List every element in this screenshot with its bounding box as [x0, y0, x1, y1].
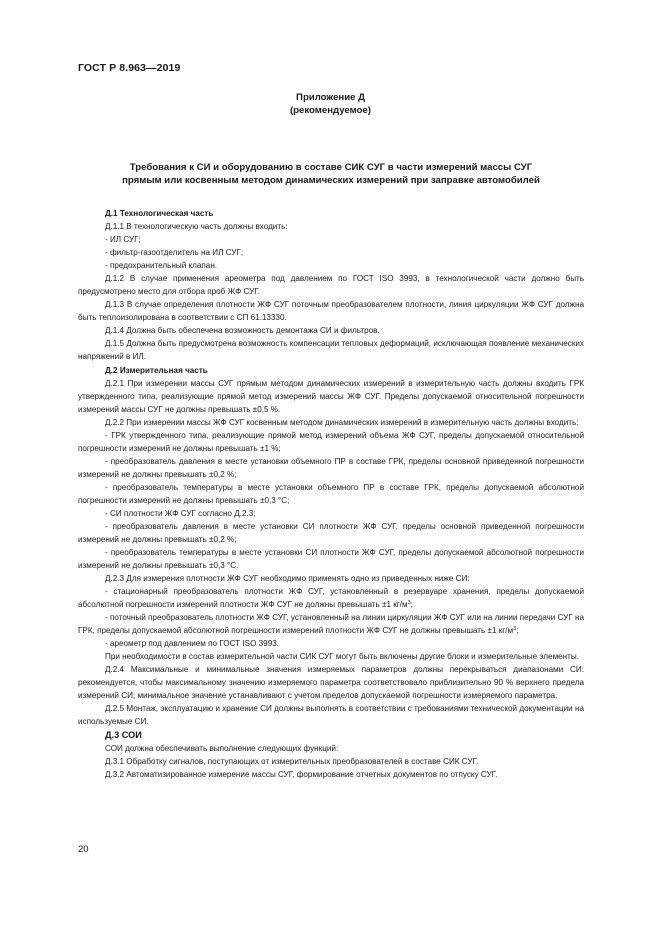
page-number: 20 [78, 844, 89, 855]
main-title [78, 161, 584, 187]
paragraph: СОИ должна обеспечивать выполнение следующих функций: [105, 744, 339, 753]
list-item: - предохранительный клапан. [105, 261, 218, 270]
paragraph: Д.1.3 В случае определения плотности ЖФ СУГ поточным преобразователем плотности, линия циркуляции ЖФ СУГ должна быть теплоизолирована в соответствии с СП 61.13330. [78, 300, 584, 322]
paragraph: Д.2.1 При измерении массы СУГ прямым методом динамических измерений в измерительную часть должны входить ГРК утвержденного типа, реализующие прямой метод измерений массы ЖФ СУГ. Пределы допускаемой относительной погрешности измерений массы СУГ не должны превышать ±0,5 %. [78, 379, 584, 414]
list-item: - ГРК утвержденного типа, реализующие прямой метод измерений объема ЖФ СУГ, пределы допускаемой относительной погрешности измерений не должны превышать ±1 %; [78, 431, 584, 453]
paragraph: При необходимости в состав измерительной части СИК СУГ могут быть включены другие блоки и измерительные элементы. [105, 652, 579, 661]
section-heading: Д.2 Измерительная часть [105, 366, 208, 375]
paragraph: Д.2.5 Монтаж, эксплуатацию и хранение СИ должны выполнять в соответствии с требованиями технической документации на используемые СИ. [78, 704, 584, 726]
list-item [78, 611, 584, 637]
document-body [78, 206, 584, 781]
paragraph: Д.1.4 Должна быть обеспечена возможность демонтажа СИ и фильтров. [105, 326, 380, 335]
list-item [78, 585, 584, 611]
paragraph: Д.3.2 Автоматизированное измерение массы СУГ, формирование отчетных документов по отпуску СУГ. [105, 770, 498, 779]
list-item: - преобразователь температуры в месте установки объемного ПР в составе ГРК, пределы допускаемой абсолютной погрешности измерений не должны превышать ±0,3 °С; [78, 483, 584, 505]
list-item-end: ; [516, 626, 519, 635]
list-item: - СИ плотности ЖФ СУГ согласно Д.2.3; [105, 509, 256, 518]
section-heading: Д.1 Технологическая часть [105, 209, 214, 218]
list-item: - преобразователь температуры в месте установки СИ плотности ЖФ СУГ, пределы допускаемой абсолютной погрешности измерений не должны превышать ±0,3 °С. [78, 548, 584, 570]
paragraph: Д.1.2 В случае применения ареометра под давлением по ГОСТ ISO 3993, в технологической части должно быть предусмотрено место для отбора проб ЖФ СУГ. [78, 274, 584, 296]
paragraph: Д.2.3 Для измерения плотности ЖФ СУГ необходимо применять одно из приведенных ниже СИ: [105, 574, 470, 583]
annex-title: Приложение Д [296, 92, 365, 103]
superscript: 3 [407, 600, 411, 606]
section-heading: Д.3 СОИ [105, 730, 142, 740]
paragraph: Д.1.1 В технологическую часть должны входить: [105, 222, 288, 231]
paragraph: Д.1.5 Должна быть предусмотрена возможность компенсации тепловых деформаций, исключающая появление механических напряжений в ИЛ. [78, 339, 584, 361]
paragraph: Д.2.2 При измерении массы ЖФ СУГ косвенным методом динамических измерений в измерительную часть должны входить: [105, 418, 579, 427]
annex-subtitle: (рекомендуемое) [289, 105, 371, 116]
superscript: 3 [513, 626, 517, 632]
list-item: - преобразователь давления в месте установки объемного ПР в составе ГРК, пределы основной приведенной погрешности измерений не должны превышать ±0,2 %; [78, 457, 584, 479]
list-item-text: - поточный преобразователь плотности ЖФ СУГ, установленный на линии циркуляции ЖФ СУГ или на линии передачи СУГ на ГРК, пределы допускаемой абсолютной погрешности измерений плотности ЖФ СУГ не должны превышать ±1 кг/м [78, 613, 584, 635]
list-item-text: - стационарный преобразователь плотности ЖФ СУГ, установленный в резервуаре хранения, пределы допускаемой абсолютной погрешности измерений плотности ЖФ СУГ не должны превышать ±1 кг/м [78, 587, 584, 609]
list-item-end: ; [410, 600, 413, 609]
main-title-line1: Требования к СИ и оборудованию в составе СИК СУГ в части измерений массы СУГ [129, 162, 533, 173]
list-item: - ИЛ СУГ; [105, 235, 141, 244]
list-item: - фильтр-газоотделитель на ИЛ СУГ; [105, 248, 244, 257]
list-item: - преобразователь давления в месте установки СИ плотности ЖФ СУГ, пределы основной приведенной погрешности измерений не должны превышать ±0,2 %; [78, 522, 584, 544]
document-code: ГОСТ Р 8.963—2019 [78, 62, 181, 74]
main-title-line2: прямым или косвенным методом динамических измерений при заправке автомобилей [122, 175, 540, 186]
list-item: - ареометр под давлением по ГОСТ ISO 3993. [105, 639, 279, 648]
paragraph: Д.2.4 Максимальные и минимальные значения измеряемых параметров должны перекрываться диапазонами СИ: рекомендуется, чтобы максимальному значению измеряемого параметра соответствовало приблизительно 90 % верхнего предела измерений СИ; минимальное значение устанавливают с учетом пределов допускаемой погрешности измеряемого параметра. [78, 665, 584, 700]
paragraph: Д.3.1 Обработку сигналов, поступающих от измерительных преобразователей в составе СИК СУГ. [105, 757, 479, 766]
